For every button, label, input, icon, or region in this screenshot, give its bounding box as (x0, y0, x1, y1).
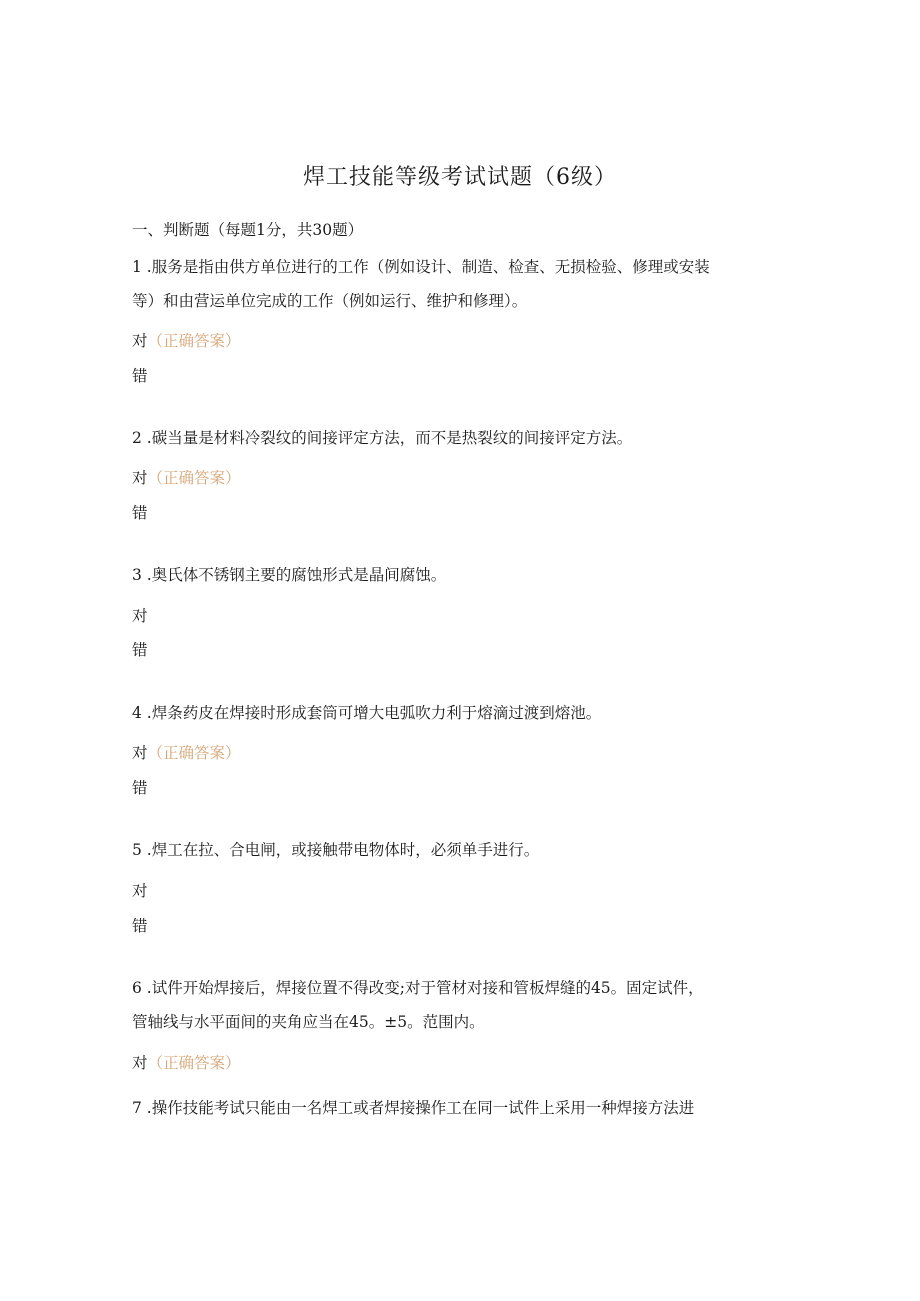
q5-option-false[interactable] (132, 914, 148, 936)
true-label: 对 (132, 607, 148, 625)
false-label: 错 (132, 504, 148, 522)
section-heading: 一、判断题（每题1分，共30题） (132, 221, 364, 239)
q2-option-false[interactable] (132, 501, 148, 523)
true-label: 对 (132, 1054, 148, 1072)
true-label: 对 (132, 882, 148, 900)
correct-answer-tag: （正确答案） (147, 332, 241, 350)
question-1-line-2: 等）和由营运单位完成的工作（例如运行、维护和修理）。 (132, 292, 528, 310)
correct-answer-tag: （正确答案） (147, 469, 241, 487)
q5-option-true[interactable] (132, 879, 148, 901)
q3-option-true[interactable] (132, 604, 148, 626)
correct-answer-tag: （正确答案） (147, 744, 241, 762)
question-4-line-1: 4 .焊条药皮在焊接时形成套筒可增大电弧吹力利于熔滴过渡到熔池。 (132, 704, 602, 722)
question-5-line-1: 5 .焊工在拉、合电闸，或接触带电物体时，必须单手进行。 (132, 841, 540, 859)
question-3-line-1: 3 .奥氏体不锈钢主要的腐蚀形式是晶间腐蚀。 (132, 566, 447, 584)
false-label: 错 (132, 641, 148, 659)
page-title: 焊工技能等级考试试题（6级） (303, 165, 617, 190)
true-label: 对 (132, 744, 148, 762)
q4-option-false[interactable] (132, 776, 148, 798)
question-6-line-2: 管轴线与水平面间的夹角应当在45。±5。范围内。 (132, 1013, 485, 1031)
q1-option-false[interactable] (132, 364, 148, 386)
question-6-line-1: 6 .试件开始焊接后，焊接位置不得改变;对于管材对接和管板焊缝的45。固定试件， (132, 979, 704, 997)
q4-option-true[interactable] (132, 741, 241, 763)
correct-answer-tag: （正确答案） (147, 1054, 241, 1072)
true-label: 对 (132, 469, 148, 487)
false-label: 错 (132, 779, 148, 797)
q6-option-true[interactable] (132, 1051, 241, 1073)
false-label: 错 (132, 917, 148, 935)
true-label: 对 (132, 332, 148, 350)
question-7-line-1: 7 .操作技能考试只能由一名焊工或者焊接操作工在同一试件上采用一种焊接方法进 (132, 1099, 695, 1117)
false-label: 错 (132, 367, 148, 385)
q2-option-true[interactable] (132, 466, 241, 488)
question-2-line-1: 2 .碳当量是材料冷裂纹的间接评定方法，而不是热裂纹的间接评定方法。 (132, 429, 633, 447)
q1-option-true[interactable] (132, 329, 241, 351)
question-1-line-1: 1 .服务是指由供方单位进行的工作（例如设计、制造、检查、无损检验、修理或安装 (132, 258, 710, 276)
q3-option-false[interactable] (132, 638, 148, 660)
